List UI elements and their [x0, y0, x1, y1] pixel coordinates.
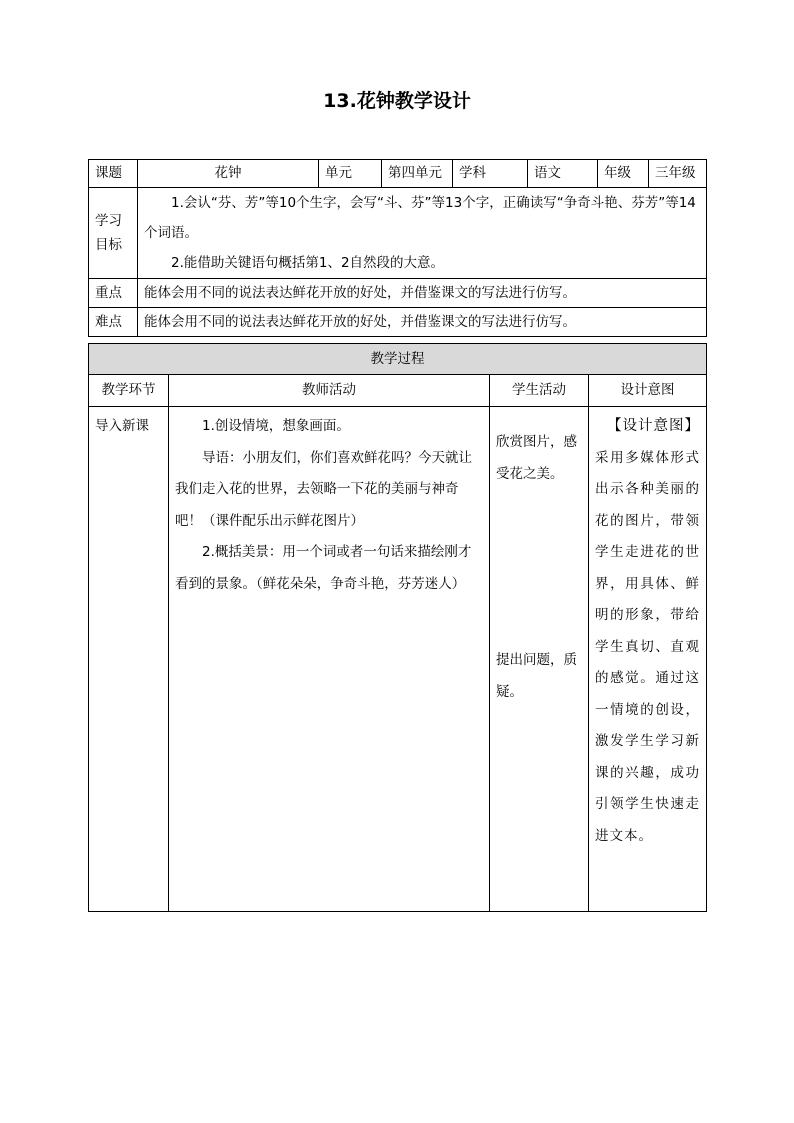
process-column-headers: [89, 375, 707, 407]
teacher-activity-item: 2.概括美景：用一个词或者一句话来描绘刚才看到的景象。（鲜花朵朵，争奇斗艳，芬芳迷人）: [175, 544, 472, 592]
unit-label: 单元: [319, 160, 382, 188]
unit-value: 第四单元: [382, 160, 453, 188]
subject-label: 学科: [453, 160, 528, 188]
goals-row: [89, 188, 707, 279]
column-header-teacher: 教师活动: [169, 375, 490, 407]
grade-label: 年级: [598, 160, 649, 188]
key-point-row: [89, 279, 707, 308]
process-section-header: [89, 344, 707, 375]
key-point-label: 重点: [89, 279, 138, 308]
design-intent-tag: 【设计意图】: [607, 418, 700, 434]
lesson-info-table: [88, 159, 707, 337]
teacher-activity-item: 导语：小朋友们，你们喜欢鲜花吗？今天就让我们走入花的世界，去领略一下花的美丽与神奇吧！（课件配乐出示鲜花图片）: [175, 449, 472, 529]
student-activity-cell: [490, 407, 589, 912]
key-point-value: 能体会用不同的说法表达鲜花开放的好处，并借鉴课文的写法进行仿写。: [138, 279, 707, 308]
difficulty-label: 难点: [89, 308, 138, 337]
subject-value: 语文: [528, 160, 598, 188]
design-intent-cell: [589, 407, 707, 912]
process-section-title: 教学过程: [89, 344, 707, 375]
teacher-activity-cell: [169, 407, 490, 912]
document-title: 13.花钟教学设计: [323, 90, 471, 112]
topic-value: 花钟: [138, 160, 319, 188]
goals-content: [138, 188, 707, 279]
column-header-intent: 设计意图: [589, 375, 707, 407]
info-header-row: [89, 160, 707, 188]
design-intent-text: 采用多媒体形式出示各种美丽的花的图片，带领学生走进花的世界，用具体、鲜明的形象，带给学生真切、直观的感觉。通过这一情境的创设，激发学生学习新课的兴趣，成功引领学生快速走进文本。: [595, 449, 700, 844]
difficulty-row: [89, 308, 707, 337]
column-header-student: 学生活动: [490, 375, 589, 407]
student-activity-item: 提出问题，质疑。: [496, 652, 577, 700]
process-row-intro: [89, 407, 707, 912]
topic-label: 课题: [89, 160, 138, 188]
column-header-stage: 教学环节: [89, 375, 169, 407]
teaching-process-table: [88, 343, 707, 912]
student-activity-item: 欣赏图片，感受花之美。: [496, 434, 577, 482]
teacher-activity-item: 1.创设情境，想象画面。: [202, 418, 350, 434]
goals-label: 学习目标: [89, 188, 138, 279]
grade-value: 三年级: [649, 160, 707, 188]
difficulty-value: 能体会用不同的说法表达鲜花开放的好处，并借鉴课文的写法进行仿写。: [138, 308, 707, 337]
goal-item: 2.能借助关键语句概括第1、2自然段的大意。: [171, 255, 445, 271]
goal-item: 1.会认“芬、芳”等10个生字，会写“斗、芬”等13个字，正确读写“争奇斗艳、芬芳”等14个词语。: [144, 195, 696, 241]
stage-cell: 导入新课: [89, 407, 169, 912]
